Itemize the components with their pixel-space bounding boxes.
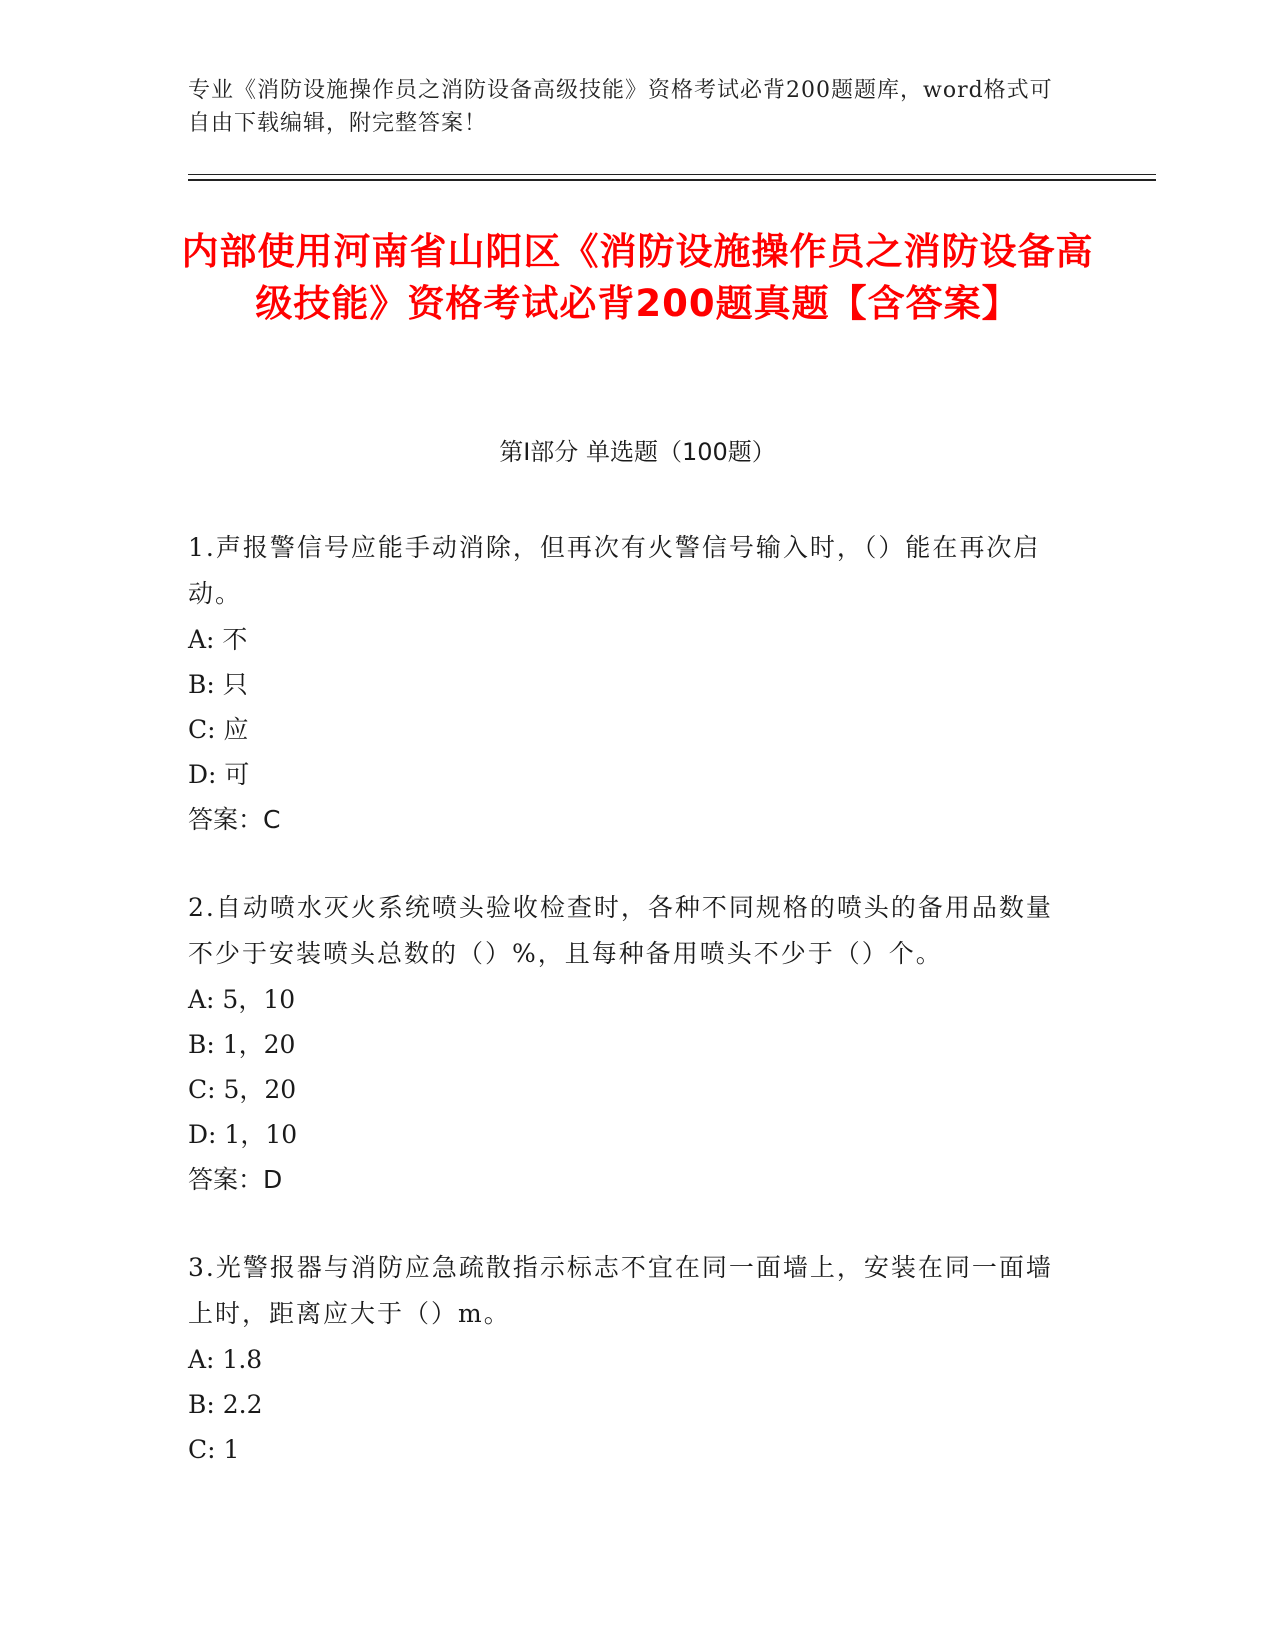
option-c: C: 1 (188, 1435, 240, 1464)
question-stem: 1.声报警信号应能手动消除，但再次有火警信号输入时，（）能在再次启动。 (188, 533, 1041, 608)
option-a: A: 不 (188, 625, 248, 654)
option-b: B: 1，20 (188, 1030, 296, 1059)
header-divider-thick (188, 179, 1156, 181)
answer-line: 答案：D (188, 1165, 283, 1194)
option-b: B: 只 (188, 670, 248, 699)
document-title: 内部使用河南省山阳区《消防设施操作员之消防设备高级技能》资格考试必背200题真题【含答案】 (181, 230, 1094, 325)
header-divider-thin (188, 174, 1156, 175)
option-d: D: 可 (188, 760, 250, 789)
header-note: 专业《消防设施操作员之消防设备高级技能》资格考试必背200题题库，word格式可自由下载编辑，附完整答案！ (188, 78, 1053, 136)
question-stem: 3.光警报器与消防应急疏散指示标志不宜在同一面墙上，安装在同一面墙上时，距离应大于（）m。 (188, 1253, 1053, 1328)
option-c: C: 5，20 (188, 1075, 297, 1104)
question-item (188, 525, 1068, 843)
section-heading: 第Ⅰ部分 单选题（100题） (499, 438, 776, 466)
answer-line: 答案：C (188, 805, 281, 834)
option-b: B: 2.2 (188, 1390, 263, 1419)
option-d: D: 1，10 (188, 1120, 298, 1149)
question-item (188, 1245, 1068, 1472)
option-a: A: 5，10 (188, 985, 296, 1014)
question-list (188, 525, 1068, 1514)
option-a: A: 1.8 (188, 1345, 263, 1374)
option-c: C: 应 (188, 715, 249, 744)
question-stem: 2.自动喷水灭火系统喷头验收检查时，各种不同规格的喷头的备用品数量不少于安装喷头总数的（）%，且每种备用喷头不少于（）个。 (188, 893, 1053, 968)
question-item (188, 885, 1068, 1203)
